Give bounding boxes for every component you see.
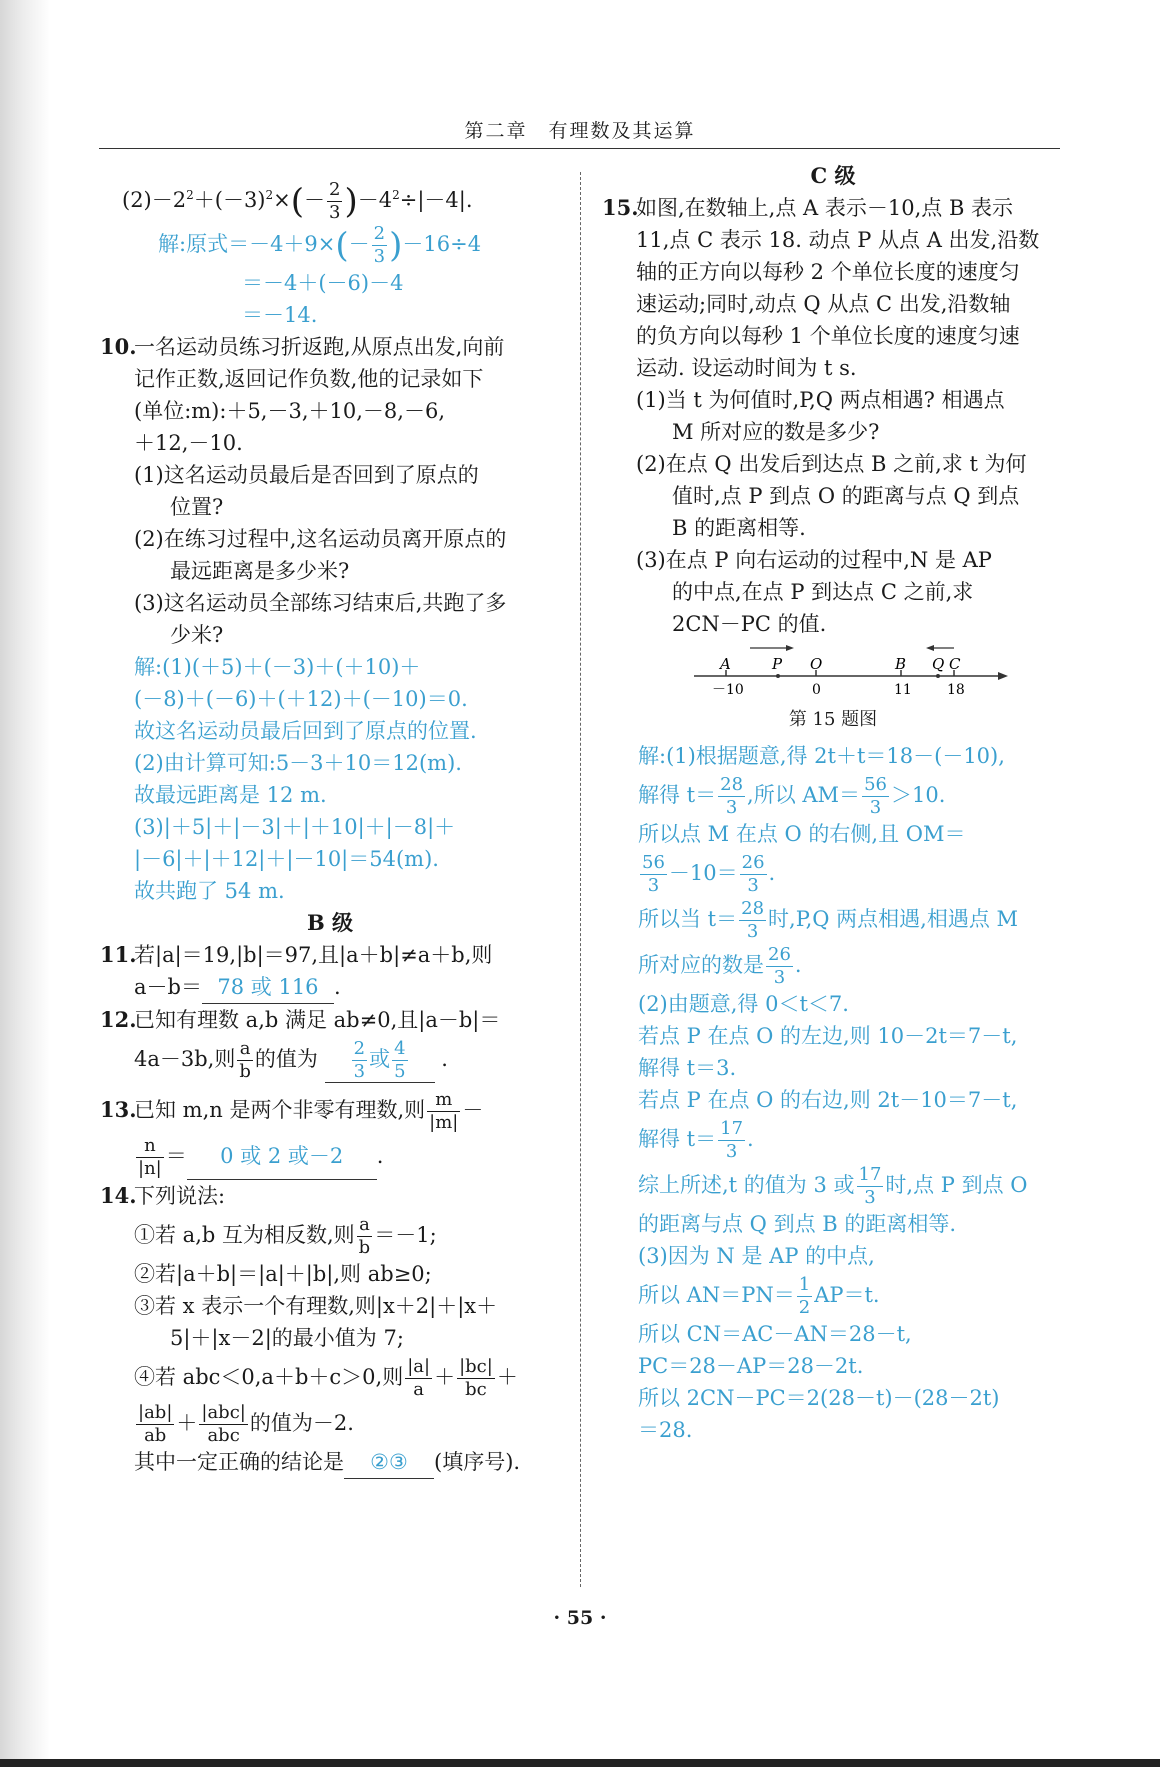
fraction: $\frac{2}{3}$ (329, 179, 341, 223)
fraction: $\frac{n}{|n|}$ (138, 1135, 162, 1179)
q11: 11.若|a|＝19,|b|＝97,且|a＋b|≠a＋b,则 a－b＝ 78 或 116 . (100, 939, 560, 1004)
figure-caption: 第 15 题图 (788, 709, 878, 730)
q12: 12.已知有理数 a,b 满足 ab≠0,且|a－b|＝ 4a－3b,则 $\frac{a}{b}$ 的值为 $\frac{2}{3}$ 或 $\frac{4}{5}$ . (100, 1007, 501, 1082)
label-C: C (949, 655, 961, 673)
fraction: $\frac{|bc|}{bc}$ (459, 1356, 493, 1400)
q10: 10.一名运动员练习折返跑,从原点出发,向前 记作正数,返回记作负数,他的记录如下 (单位:m):＋5,－3,＋10,－8,－6, ＋12,－10. (1)这名运动员最后是否回到了原点的 位置? (2)在练习过程中,这名运动员离开原点的 最远距离是多少米? (3)这名运动员全部练习结束后,共跑了多 少米? (100, 334, 507, 647)
label-P: P (772, 655, 783, 673)
q12-answer-blank: $\frac{2}{3}$ 或 $\frac{4}{5}$ (325, 1036, 435, 1083)
fraction: $\frac{2}{3}$ (373, 223, 386, 267)
chapter-header: 第二章 有理数及其运算 (464, 120, 696, 142)
label-Q: Q (932, 655, 945, 673)
q13: 13.已知 m,n 是两个非零有理数,则 $\frac{m}{|m|}$ － $\frac{n}{|n|}$ ＝ 0 或 2 或－2 . (100, 1089, 484, 1179)
left-column (100, 172, 560, 1479)
page-shadow-left (0, 0, 50, 1767)
fraction: $\frac{a}{b}$ (358, 1214, 371, 1258)
tick-label-minus10: －10 (712, 682, 744, 696)
q10-solution: 解:(1)(＋5)＋(－3)＋(＋10)＋ (－8)＋(－6)＋(＋12)＋(－10)＝0. 故这名运动员最后回到了原点的位置. (2)由计算可知:5－3＋10＝12(m). 故最远距离是 12 m. (3)|＋5|＋|－3|＋|＋10|＋|－8|＋ |－6|＋|＋12|＋|－10|＝54(m). 故共跑了 54 m. (134, 655, 477, 903)
fraction: $\frac{m}{|m|}$ (429, 1089, 459, 1133)
q9-solution-line2: ＝－4＋(－6)－4 (242, 271, 404, 295)
column-divider (580, 172, 581, 1587)
page-bottom-edge (0, 1759, 1160, 1767)
q14-answer-blank: ②③ (344, 1446, 434, 1479)
tick-label-11: 11 (894, 682, 912, 696)
label-B: B (895, 655, 907, 673)
point-Q (936, 674, 940, 678)
right-column (602, 160, 1064, 1446)
q9-solution: 解:原式＝－4＋9×(－ $\frac{2}{3}$ )－16÷4 (158, 223, 482, 267)
tick-label-18: 18 (947, 682, 965, 696)
q15: 15.如图,在数轴上,点 A 表示－10,点 B 表示 11,点 C 表示 18. 动点 P 从点 A 出发,沿数 轴的正方向以每秒 2 个单位长度的速度匀 速运动;同时,动点 Q 从点 C 出发,沿数轴 的负方向以每秒 1 个单位长度的速度匀速 运动. 设运动时间为 t s. (1)当 t 为何值时,P,Q 两点相遇? 相遇点 M 所对应的数是多少? (2)在点 Q 出发后到达点 B 之前,求 t 为何 值时,点 P 到点 O 的距离与点 Q 到点 B 的距离相等. (3)在点 P 向右运动的过程中,N 是 AP 的中点,在点 P 到达点 C 之前,求 2CN－PC 的值. (602, 195, 1040, 636)
fraction: $\frac{|ab|}{ab}$ (138, 1402, 173, 1446)
q13-answer-blank: 0 或 2 或－2 (187, 1133, 377, 1180)
axis-arrow (998, 672, 1008, 680)
q9-part2: $(2)-2^2+(-3)^2\times(-$ $\frac{2}{3}$ )$-4^2\div|-4|$. (122, 179, 473, 223)
arrow-P-head (786, 645, 794, 651)
header-rule (99, 148, 1060, 149)
q15-solution: 解:(1)根据题意,得 2t＋t＝18－(－10), 解得 t＝ $\frac{28}{3}$ ,所以 AM＝ $\frac{56}{3}$ ＞10. 所以点 M 在点 O 的右侧,且 OM＝ $\frac{56}{3}$ －10＝ $\frac{26}{3}$ . 所以当 t＝ $\frac{28}{3}$ 时,P,Q 两点相遇,相遇点 M 所对应的数是 $\frac{26}{3}$ . (2)由题意,得 0＜t＜7. 若点 P 在点 O 的左边,则 10－2t＝7－t, 解得 t＝3. 若点 P 在点 O 的右边,则 2t－10＝7－t, 解得 t＝ $\frac{17}{3}$ . 综上所述,t 的值为 3 或 $\frac{17}{3}$ 时,点 P 到点 O 的距离与点 Q 到点 B 的距离相等. (3)因为 N 是 AP 的中点, 所以 AN＝PN＝ $\frac{1}{2}$ AP＝t. 所以 CN＝AC－AN＝28－t, PC＝28－AP＝28－2t. 所以 2CN－PC＝2(28－t)－(28－2t) ＝28. (638, 744, 1028, 1442)
q11-answer-blank: 78 或 116 (202, 971, 334, 1004)
tick-label-0: 0 (812, 682, 821, 696)
q14: 14.下列说法: ①若 a,b 互为相反数,则 $\frac{a}{b}$ ＝－1; ②若|a＋b|＝|a|＋|b|,则 ab≥0; ③若 x 表示一个有理数,则|x＋2|＋|x＋ 5|＋|x－2|的最小值为 7; ④若 abc＜0,a＋b＋c＞0,则 $\frac{|a|}{a}$ ＋ $\frac{|bc|}{bc}$ ＋ $\frac{|ab|}{ab}$ ＋ $\frac{\text{|abc|}}{\text{abc}}$ 的值为－2. 其中一定正确的结论是 ②③ (填序号). (100, 1180, 560, 1479)
level-c-heading: C 级 (810, 163, 856, 188)
q9-solution-line3: ＝－14. (242, 303, 318, 327)
fraction: $\frac{a}{b}$ (239, 1038, 251, 1082)
number-line-svg (692, 640, 1012, 696)
number-line-figure (602, 640, 1064, 700)
fraction: $\frac{\text{|abc|}}{\text{abc}}$ (201, 1402, 246, 1446)
label-O: O (810, 655, 823, 673)
level-b-heading: B 级 (306, 910, 354, 935)
page-number: · 55 · (553, 1607, 607, 1629)
point-P (776, 674, 780, 678)
arrow-Q-head (926, 645, 934, 651)
fraction: $\frac{|a|}{a}$ (407, 1356, 431, 1400)
label-A: A (720, 655, 731, 673)
